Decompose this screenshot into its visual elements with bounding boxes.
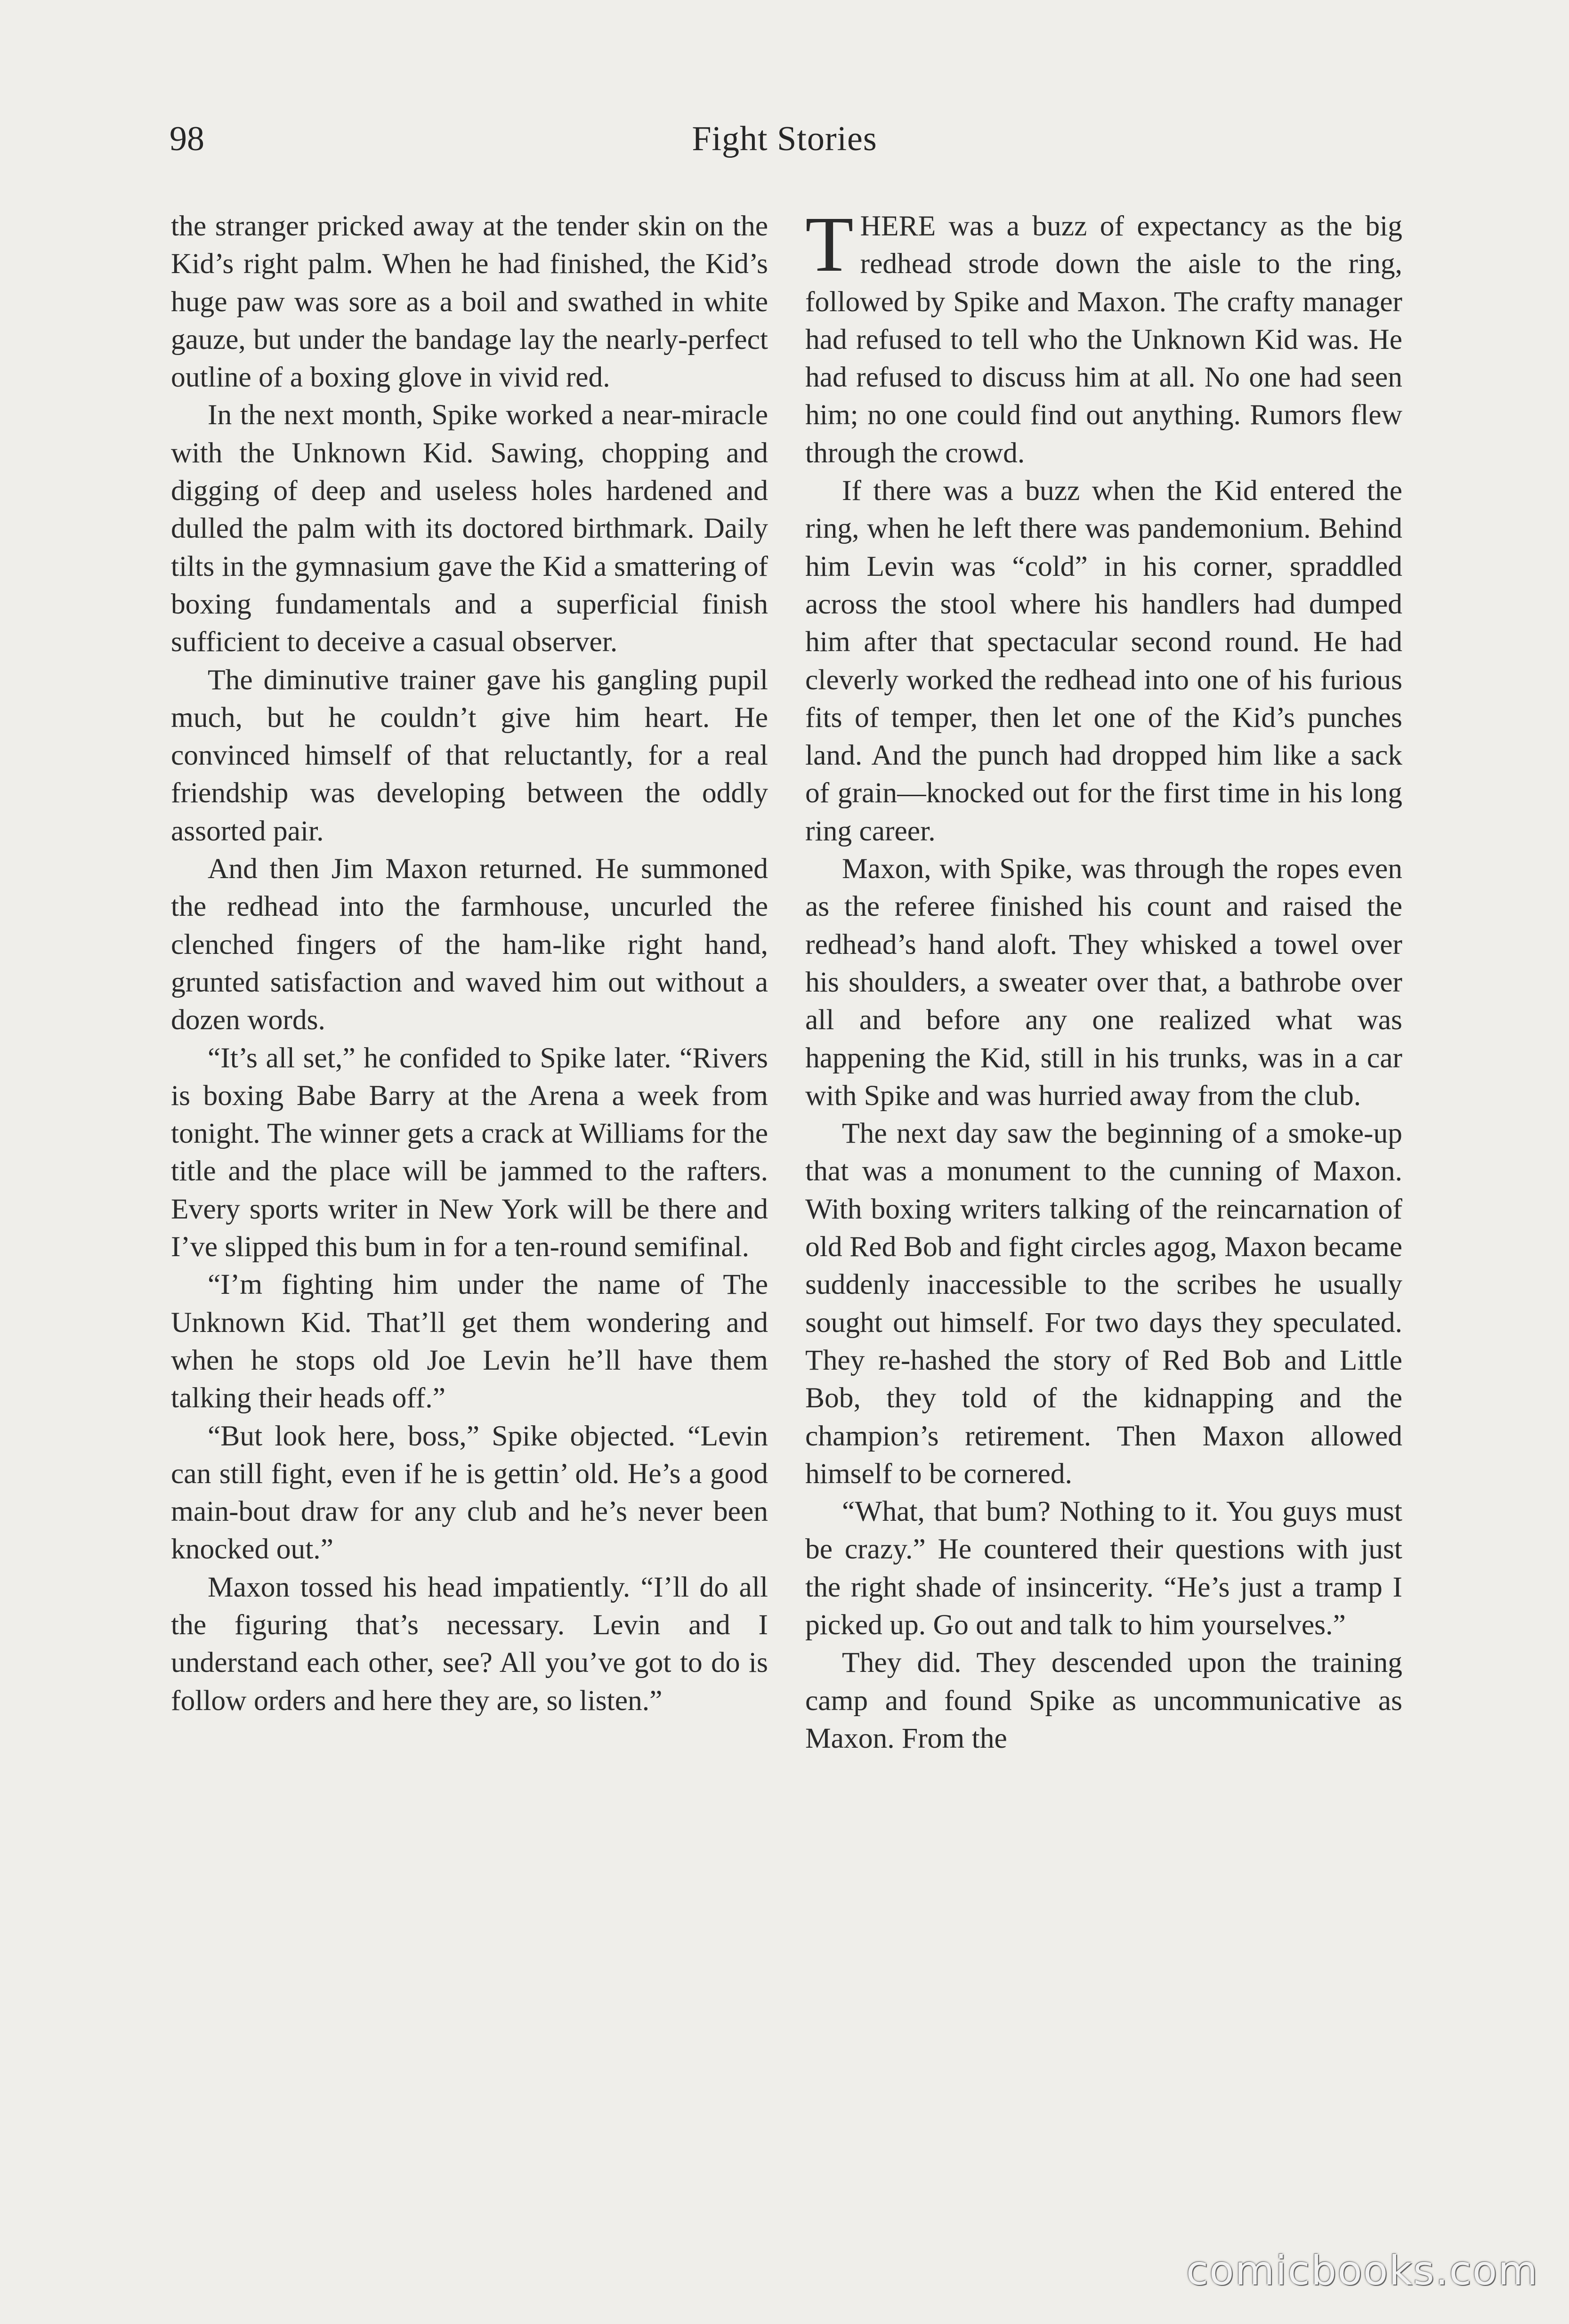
paragraph: In the next month, Spike worked a near-miracle with the Unknown Kid. Sawing, chopping and digging of deep and useless holes hardened and dulled the palm with its doctored birthmark. Daily tilts in the gymnasium gave the Kid a smattering of boxing fundamentals and a superficial finish sufficient to deceive a casual observer.	[171, 399, 768, 658]
running-title: Fight Stories	[692, 120, 877, 158]
paragraph: “It’s all set,” he confided to Spike later. “Rivers is boxing Babe Barry at the Arena a week from tonight. The winner gets a crack at Williams for the title and the place will be jammed to the rafters. Every sports writer in New York will be there and I’ve slipped this bum in for a ten-round semifinal.	[171, 1041, 768, 1263]
opening-paragraph	[805, 201, 1402, 472]
paragraph: “But look here, boss,” Spike objected. “Levin can still fight, even if he is gettin’ old. He’s a good main-bout draw for any club and he’s never been knocked out.”	[171, 1420, 768, 1565]
paragraph: The next day saw the beginning of a smoke-up that was a monument to the cunning of Maxon. With boxing writers talking of the reincarnation of old Red Bob and fight circles agog, Maxon became suddenly inaccessible to the scribes he usually sought out himself. For two days they speculated. They re-hashed the story of Red Bob and Little Bob, they told of the kidnapping and the champion’s retirement. Then Maxon allowed himself to be cornered.	[805, 1117, 1402, 1490]
paragraph: Maxon, with Spike, was through the ropes even as the referee finished his count and raised the redhead’s hand aloft. They whisked a towel over his shoulders, a sweater over that, a bathrobe over all and before any one realized what was happening the Kid, still in his trunks, was in a car with Spike and was hurried away from the club.	[805, 853, 1402, 1112]
paragraph: Maxon tossed his head impatiently. “I’ll do all the figuring that’s necessary. Levin and I understand each other, see? All you’ve got to do is follow orders and here they are, so listen.”	[171, 1571, 768, 1717]
drop-cap: T	[805, 201, 854, 288]
paragraph: If there was a buzz when the Kid entered the ring, when he left there was pandemonium. Behind him Levin was “cold” in his corner, spraddled across the stool where his handlers had dumped him after that spectacular second round. He had cleverly worked the redhead into one of his furious fits of temper, then let one of the Kid’s punches land. And the punch had dropped him like a sack of grain—knocked out for the first time in his long ring career.	[805, 475, 1402, 847]
paragraph: They did. They descended upon the training camp and found Spike as uncommunicative as Maxon. From the	[805, 1646, 1402, 1754]
page-number: 98	[170, 120, 204, 158]
paragraph: the stranger pricked away at the tender skin on the Kid’s right palm. When he had finished, the Kid’s huge paw was sore as a boil and swathed in white gauze, but under the bandage lay the nearly-perfect outline of a boxing glove in vivid red.	[171, 210, 768, 394]
opening-paragraph-text: HERE was a buzz of expectancy as the big redhead strode down the aisle to the ring, followed by Spike and Maxon. The crafty manager had refused to tell who the Unknown Kid was. He had refused to discuss him at all. No one had seen him; no one could find out anything. Rumors flew through the crowd.	[805, 210, 1402, 469]
watermark-logo: comicbooks.com	[1186, 2247, 1538, 2294]
paragraph: The diminutive trainer gave his gangling pupil much, but he couldn’t give him heart. He convinced himself of that reluctantly, for a real friendship was developing between the oddly assorted pair.	[171, 663, 768, 847]
paragraph: And then Jim Maxon returned. He summoned the redhead into the farmhouse, uncurled the clenched fingers of the ham-like right hand, grunted satisfaction and waved him out without a dozen words.	[171, 853, 768, 1036]
paragraph: “I’m fighting him under the name of The Unknown Kid. That’ll get them wondering and when he stops old Joe Levin he’ll have them talking their heads off.”	[171, 1268, 768, 1414]
right-column	[805, 201, 1402, 1757]
left-column	[171, 207, 768, 1719]
paragraph: “What, that bum? Nothing to it. You guys must be crazy.” He countered their questions with just the right shade of insincerity. “He’s just a tramp I picked up. Go out and talk to him yourselves.”	[805, 1495, 1402, 1641]
